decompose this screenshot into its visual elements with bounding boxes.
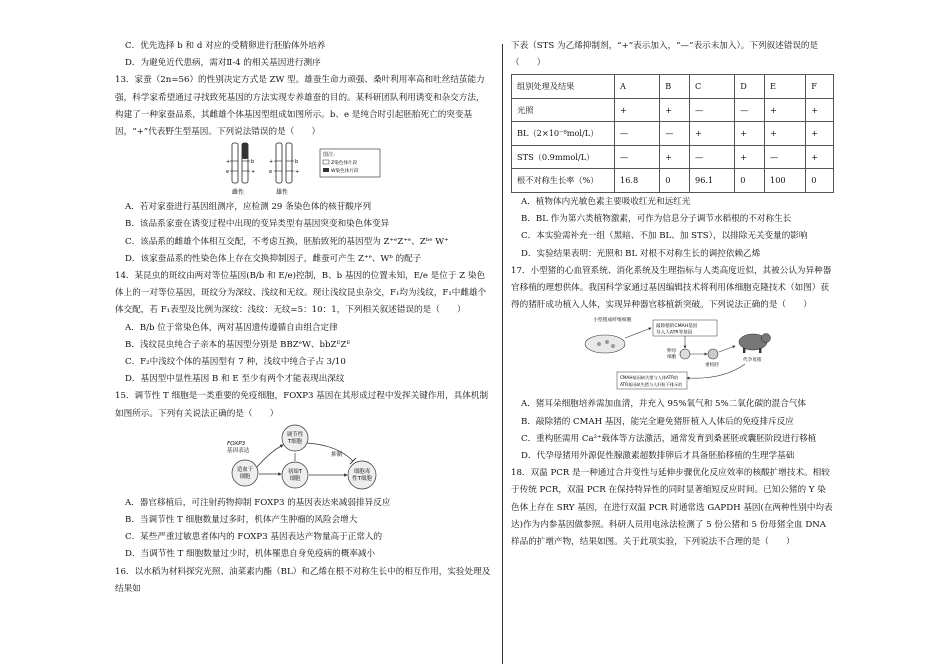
pig-icon <box>739 334 771 354</box>
q15-stem: 15．调节性 T 细胞是一类重要的免疫细胞，FOXP3 基因在其形成过程中发挥关键作用，具体机制如图所示。下列有关说法正确的是（ ） <box>115 391 489 419</box>
table-cell: 100 <box>765 169 806 193</box>
oocyte-line2: 细胞 <box>666 355 676 361</box>
table-cell: — <box>615 122 660 146</box>
q13-option-b: B．该品系家蚕在诱变过程中出现的变异类型有基因突变和染色体变异 <box>125 219 390 230</box>
legend-w: W染色体片段 <box>331 169 359 175</box>
q13-option-a: A．若对家蚕进行基因组测序，应检测 29 条染色体的核苷酸序列 <box>125 202 372 213</box>
q17-option-a: A．猪耳朵细胞培养需加血清，并充入 95%氧气和 5%二氧化碳的混合气体 <box>521 399 807 410</box>
male-e-plus: + <box>295 169 300 176</box>
naive-line2: 细胞 <box>289 475 301 482</box>
q13-stem: 13．家蚕（2n=56）的性别决定方式是 ZW 型。雄蚕生命力顽强、桑叶利用率高和吐丝结茧能力强，科学家希望通过寻找致死基因的方法实现专养雄蚕的目的。某科研团队利用诱变和杂交方法，构建了一种家蚕品系，其雌雄个体基因型组成如图所示。b、e 是纯合时引起胚胎死亡的突变基因，“+”代表野生型基因。下列说法错误的是（ ） <box>115 75 485 138</box>
table-cell: + <box>765 98 806 122</box>
table-cell: — <box>660 122 690 146</box>
culture-dish-icon <box>585 335 625 353</box>
table-cell: 组别处理及结果 <box>512 75 615 99</box>
table-cell: 0 <box>806 169 834 193</box>
arrow-to-surrogate <box>719 346 735 352</box>
q17-option-b: B．敲除猪的 CMAH 基因，能完全避免猪肝植入人体后的免疫排斥反应 <box>521 416 794 427</box>
table-cell: + <box>615 98 660 122</box>
table-cell: + <box>806 122 834 146</box>
table-row <box>512 145 834 169</box>
legend-z: Z染色体片段 <box>331 161 358 167</box>
inhibit-line <box>307 443 353 461</box>
treg-line2: T细胞 <box>287 438 303 445</box>
q13-option-d: D．该家蚕品系的性染色体上存在交换抑制因子，雌蚕可产生 Z⁺ᵉ、Wᵇ 的配子 <box>125 253 422 264</box>
cell-icon <box>611 344 615 348</box>
effector-cell-icon <box>348 461 376 489</box>
table-cell: 96.1 <box>690 169 735 193</box>
female-chromosomes <box>226 143 255 196</box>
q15-treg-diagram <box>219 423 389 495</box>
female-e-plus: + <box>251 169 256 176</box>
expr-label: 基因表达 <box>227 447 250 454</box>
effector-line1: 细胞毒 <box>353 468 371 475</box>
effector-line2: 性T细胞 <box>352 475 372 482</box>
table-cell: — <box>735 98 765 122</box>
male-b-plus: + <box>269 159 274 166</box>
table-cell: 光照 <box>512 98 615 122</box>
stem-line2: 细胞 <box>239 473 251 480</box>
table-cell: D <box>735 75 765 99</box>
table-cell: 根不对称生长率（%） <box>512 169 615 193</box>
q16-option-d: D．实验结果表明：光照和 BL 对根不对称生长的调控依赖乙烯 <box>521 248 761 259</box>
table-cell: — <box>690 98 735 122</box>
q15-option-d: D．当调节性 T 细胞数量过少时，机体罹患自身免疫病的概率减小 <box>125 549 376 560</box>
right-column <box>511 38 834 551</box>
stem-cell-icon <box>232 460 258 486</box>
q12-option-c: C．优先选择 b 和 d 对应的受精卵进行胚胎体外培养 <box>125 41 326 51</box>
stem-line1: 造血干 <box>236 466 254 473</box>
arrow-to-edit <box>625 328 651 338</box>
q16-stem: 16．以水稻为材料探究光照、油菜素内酯（BL）和乙烯在根不对称生长中的相互作用，实验处理及结果如 <box>115 566 491 594</box>
table-header-row <box>512 75 834 99</box>
q12-option-d: D．为避免近代患病，需对Ⅱ-4 的相关基因进行测序 <box>125 58 321 69</box>
embryo-icon <box>708 349 718 359</box>
q16-stem-continued: 下表（STS 为乙烯抑制剂，“+”表示加入，“—”表示未加入）。下列叙述错误的是（ ） <box>511 41 819 69</box>
table-cell: C <box>690 75 735 99</box>
table-cell: B <box>660 75 690 99</box>
q17-option-d: D．代孕母猪用外源促性腺激素超数排卵后才具备胚胎移植的生理学基础 <box>521 450 795 461</box>
clone-line1: CMAH基因缺失猪与人体ATR的 <box>619 375 678 381</box>
table-row <box>512 122 834 146</box>
legend-title: 图注： <box>323 152 339 159</box>
fibroblast-label: 小型猪成纤维细胞 <box>592 318 631 324</box>
table-cell: + <box>735 145 765 169</box>
table-cell: — <box>690 145 735 169</box>
treg-line1: 调节性 <box>286 431 304 438</box>
naive-line1: 初始T <box>287 468 303 475</box>
female-caption: 雌性 <box>232 189 245 197</box>
q13-legend <box>320 149 380 177</box>
q14-option-b: B．浅纹昆虫纯合子亲本的基因型分别是 BBZᵉW、bbZᴱZᴱ <box>125 339 351 350</box>
table-cell: 16.8 <box>615 169 660 193</box>
table-cell: + <box>660 145 690 169</box>
oocyte-line1: 卵母 <box>666 349 676 355</box>
table-cell: + <box>806 98 834 122</box>
q16-option-b: B．BL 作为第六类植物激素，可作为信息分子调节水稻根的不对称生长 <box>521 214 792 225</box>
inhibit-label: 抑制 <box>331 451 343 458</box>
clone-line2: ATR基因缺失猪与人肝脏不排斥的 <box>619 382 682 388</box>
left-column <box>115 38 493 598</box>
table-cell: + <box>806 145 834 169</box>
table-cell: + <box>765 122 806 146</box>
female-b-label: b <box>251 159 255 166</box>
column-divider <box>502 44 503 664</box>
q16-option-c: C．本实验需补充一组（黑暗、不加 BL、加 STS），以排除无关变量的影响 <box>521 231 808 242</box>
q15-option-c: C．某些严重过敏患者体内的 FOXP3 基因表达产物量高于正常人的 <box>125 532 383 543</box>
table-cell: E <box>765 75 806 99</box>
male-chromosomes <box>269 143 299 196</box>
table-cell: BL（2×10⁻⁸mol/L） <box>512 122 615 146</box>
female-b-plus: + <box>226 159 231 166</box>
table-cell: F <box>806 75 834 99</box>
cell-icon <box>605 340 609 344</box>
q14-option-d: D．基因型中显性基因 B 和 E 至少有两个才能表现出深纹 <box>125 374 345 385</box>
cell-icon <box>597 342 601 346</box>
edit-line1: 敲除猪的CMAH基因 <box>655 324 697 330</box>
q17-stem: 17．小型猪的心血管系统、消化系统及生理指标与人类高度近似，其被公认为异种器官移植的理想供体。我国科学家通过基因编辑技术将利用体细胞克隆技术（如图）获得的猪肝成功植入人体，实现异种器官移植新突破。下列说法正确的是（ ） <box>511 265 832 311</box>
female-e-label: e <box>226 169 230 176</box>
q17-option-c: C．重构胚需用 Ca²⁺载体等方法激活，通常发育到桑葚胚或囊胚阶段进行移植 <box>521 433 817 444</box>
q14-option-c: C．F₂中浅纹个体的基因型有 7 种，浅纹中纯合子占 3/10 <box>125 357 346 368</box>
q15-option-a: A．器官移植后，可注射药物抑制 FOXP3 的基因表达来减弱排异反应 <box>125 497 391 508</box>
surrogate-label: 代孕母猪 <box>742 358 761 364</box>
q14-option-a: A．B/b 位于常染色体，两对基因遗传遵循自由组合定律 <box>125 322 338 333</box>
edit-line2: 导入人ATR等基因 <box>655 330 692 336</box>
foxp3-label: FOXP3 <box>227 440 246 447</box>
table-row <box>512 169 834 193</box>
q13-chromosome-figure <box>224 141 384 199</box>
table-cell: — <box>615 145 660 169</box>
q17-cloning-figure <box>563 314 783 396</box>
naive-cell-icon <box>282 462 308 488</box>
male-b-label: b <box>295 159 299 166</box>
table-row <box>512 98 834 122</box>
table-cell: + <box>735 122 765 146</box>
table-cell: + <box>660 98 690 122</box>
table-cell: STS（0.9mmol/L） <box>512 145 615 169</box>
arrow-stem-to-treg <box>257 445 283 467</box>
fusion-cell-icon <box>680 349 690 359</box>
q13-option-c: C．该品系的雌雄个体相互交配，不考虑互换，胚胎致死的基因型为 Z⁺ᵉZ⁺ᵉ、Zᵇᵉ W⁺ <box>125 236 449 247</box>
table-cell: + <box>690 122 735 146</box>
table-cell: — <box>765 145 806 169</box>
table-cell: A <box>615 75 660 99</box>
recon-label: 重构胚 <box>704 363 719 369</box>
table-cell: 0 <box>735 169 765 193</box>
q16-results-table <box>511 74 834 193</box>
male-caption: 雄性 <box>276 189 289 197</box>
q16-option-a: A．植物体内光敏色素主要吸收红光和远红光 <box>521 196 691 207</box>
q14-stem: 14．某昆虫的斑纹由两对等位基因(B/b 和 E/e)控制，B、b 基因的位置未知，E/e 是位于 Z 染色体上的一对等位基因，斑纹分为深纹、浅纹和无纹。现让浅纹昆虫杂交，F₁均为浅纹，F₁中雌雄个体交配，若 F₁表型及比例为深纹：浅纹：无纹=5：10：1，下列相关叙述错误的是（ ） <box>115 271 487 316</box>
male-e-label: e <box>269 169 273 176</box>
treg-cell-icon <box>282 425 308 451</box>
q15-option-b: B．当调节性 T 细胞数量过多时，机体产生肿瘤的风险会增大 <box>125 515 358 526</box>
q18-stem: 18．双温 PCR 是一种通过合并变性与延伸步骤优化反应效率的核酸扩增技术。相较于传统 PCR，双温 PCR 在保持特异性的同时显著缩短反应时间。已知公猪的 Y 染色体上存在 SRY 基因，在进行双温 PCR 时通常选 GAPDH 基因(在两种性别中均表达)作为内参基因做参照。科研人员用电泳法检测了 5 份公猪和 5 份母猪全血 DNA 样品的扩增产物，结果如图。关于此项实验，下列说法不合理的是（ ） <box>511 468 833 547</box>
table-cell: 0 <box>660 169 690 193</box>
